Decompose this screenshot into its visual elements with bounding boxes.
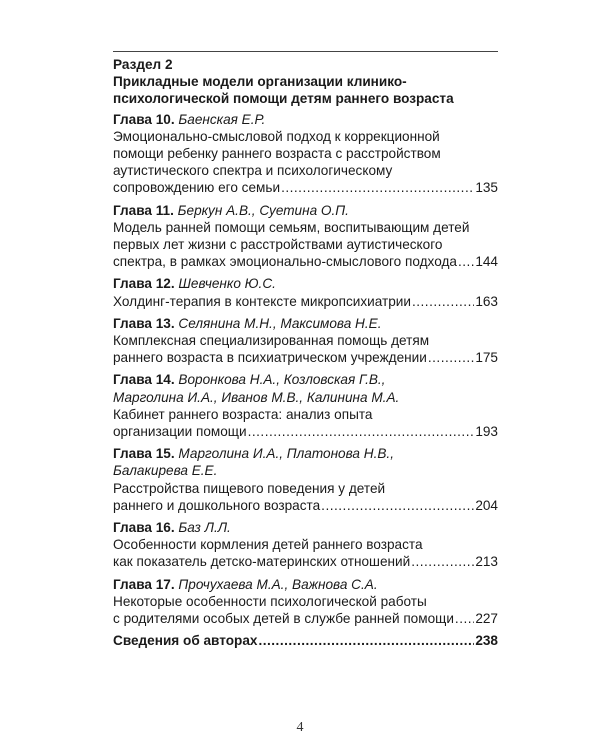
chapter-page-number: 144	[475, 254, 498, 270]
chapter-label: Глава 17.	[113, 576, 175, 592]
chapter-label: Глава 15.	[113, 446, 175, 462]
chapter-authors: Баз Л.Л.	[178, 520, 231, 536]
chapter-title-line: Расстройства пищевого поведения у детей	[113, 480, 386, 496]
chapter-heading	[113, 445, 498, 462]
chapter-title-line: Модель ранней помощи семьям, воспитывающим детей	[113, 219, 470, 235]
chapter-16[interactable]	[113, 519, 498, 571]
dot-leader	[411, 553, 474, 570]
dot-leader	[248, 423, 475, 440]
section-number: Раздел 2	[113, 57, 173, 72]
chapter-authors: Баенская Е.Р.	[178, 111, 266, 127]
section-title	[113, 73, 498, 107]
about-authors-label: Сведения об авторах	[113, 633, 258, 649]
chapter-14[interactable]	[113, 371, 498, 440]
chapter-title-text: раннего и дошкольного возраста	[113, 497, 321, 513]
chapter-title-text: спектра, в рамках эмоционально-смыслового подхода	[113, 254, 457, 270]
chapter-title-last-line	[113, 349, 498, 366]
chapter-title-line: Комплексная специализированная помощь детям	[113, 333, 430, 349]
chapter-12[interactable]	[113, 275, 498, 309]
chapter-label: Глава 13.	[113, 315, 175, 331]
chapter-heading	[113, 371, 498, 388]
chapter-title-text: организации помощи	[113, 424, 247, 440]
about-authors-page-number: 238	[475, 633, 498, 649]
about-authors-entry[interactable]	[113, 632, 498, 649]
chapter-title-last-line	[113, 610, 498, 627]
chapter-heading	[113, 315, 498, 332]
chapter-10[interactable]	[113, 111, 498, 197]
chapter-authors: Беркун А.В., Суетина О.П.	[177, 202, 349, 218]
chapter-heading	[113, 576, 498, 593]
chapter-title-text: сопровождению его семьи	[113, 180, 281, 196]
dot-leader	[428, 349, 474, 366]
top-rule	[113, 51, 498, 52]
chapter-11[interactable]	[113, 202, 498, 271]
chapter-title-line: аутистического спектра и психологическому	[113, 163, 393, 179]
chapter-page-number: 193	[475, 424, 498, 440]
chapter-17[interactable]	[113, 576, 498, 628]
chapter-title-last-line	[113, 497, 498, 514]
chapter-title-line: Некоторые особенности психологической работы	[113, 593, 427, 609]
chapter-authors-line	[113, 389, 498, 406]
chapter-authors: Селянина М.Н., Максимова Н.Е.	[178, 315, 382, 331]
chapter-title-last-line	[113, 423, 498, 440]
chapter-label: Глава 11.	[113, 202, 174, 218]
chapter-page-number: 213	[475, 554, 498, 570]
chapter-label: Глава 14.	[113, 372, 175, 388]
chapter-authors: Марголина И.А., Платонова Н.В.,	[178, 446, 394, 462]
chapter-authors: Балакирева Е.Е.	[113, 463, 218, 479]
chapter-title-last-line	[113, 553, 498, 570]
section-title-line: Прикладные модели организации клинико-	[113, 74, 407, 90]
chapter-page-number: 175	[475, 350, 498, 366]
chapter-page-number: 135	[475, 180, 498, 196]
chapter-title-last-line	[113, 253, 498, 270]
chapter-authors: Марголина И.А., Иванов М.В., Калинина М.А.	[113, 389, 400, 405]
chapter-page-number: 204	[475, 497, 498, 513]
chapter-label: Глава 10.	[113, 111, 175, 127]
section-title-line: психологической помощи детям раннего возраста	[113, 91, 454, 107]
chapter-title-last-line	[113, 179, 498, 196]
chapter-page-number: 163	[475, 293, 498, 309]
chapter-title-line: Эмоционально-смысловой подход к коррекционной	[113, 128, 440, 144]
chapter-authors: Воронкова Н.А., Козловская Г.В.,	[178, 372, 386, 388]
chapter-title-line: помощи ребенку раннего возраста с расстройством	[113, 146, 441, 162]
dot-leader	[458, 253, 474, 270]
chapter-title-line: Кабинет раннего возраста: анализ опыта	[113, 406, 373, 422]
chapter-title-text: раннего возраста в психиатрическом учреждении	[113, 350, 427, 366]
chapter-title-last-line	[113, 293, 498, 310]
chapter-title-text: Холдинг-терапия в контексте микропсихиатрии	[113, 293, 411, 309]
chapter-heading	[113, 111, 498, 128]
chapter-title-text: как показатель детско-материнских отношений	[113, 554, 411, 570]
table-of-contents	[113, 56, 498, 650]
chapter-title-line: первых лет жизни с расстройствами аутистического	[113, 237, 443, 253]
chapter-title-line: Особенности кормления детей раннего возраста	[113, 537, 423, 553]
chapter-authors-line	[113, 462, 498, 479]
page-number: 4	[296, 720, 304, 735]
chapter-label: Глава 16.	[113, 520, 175, 536]
chapter-page-number: 227	[475, 611, 498, 627]
chapter-label: Глава 12.	[113, 276, 175, 292]
chapter-authors: Прочухаева М.А., Важнова С.А.	[178, 576, 378, 592]
dot-leader	[281, 179, 474, 196]
dot-leader	[258, 632, 474, 649]
dot-leader	[455, 610, 474, 627]
chapter-heading	[113, 275, 498, 292]
chapter-title-text: с родителями особых детей в службе ранней помощи	[113, 611, 454, 627]
dot-leader	[412, 293, 474, 310]
chapter-authors: Шевченко Ю.С.	[178, 276, 276, 292]
chapter-heading	[113, 202, 498, 219]
chapter-15[interactable]	[113, 445, 498, 514]
chapter-13[interactable]	[113, 315, 498, 367]
chapter-heading	[113, 519, 498, 536]
dot-leader	[321, 497, 474, 514]
